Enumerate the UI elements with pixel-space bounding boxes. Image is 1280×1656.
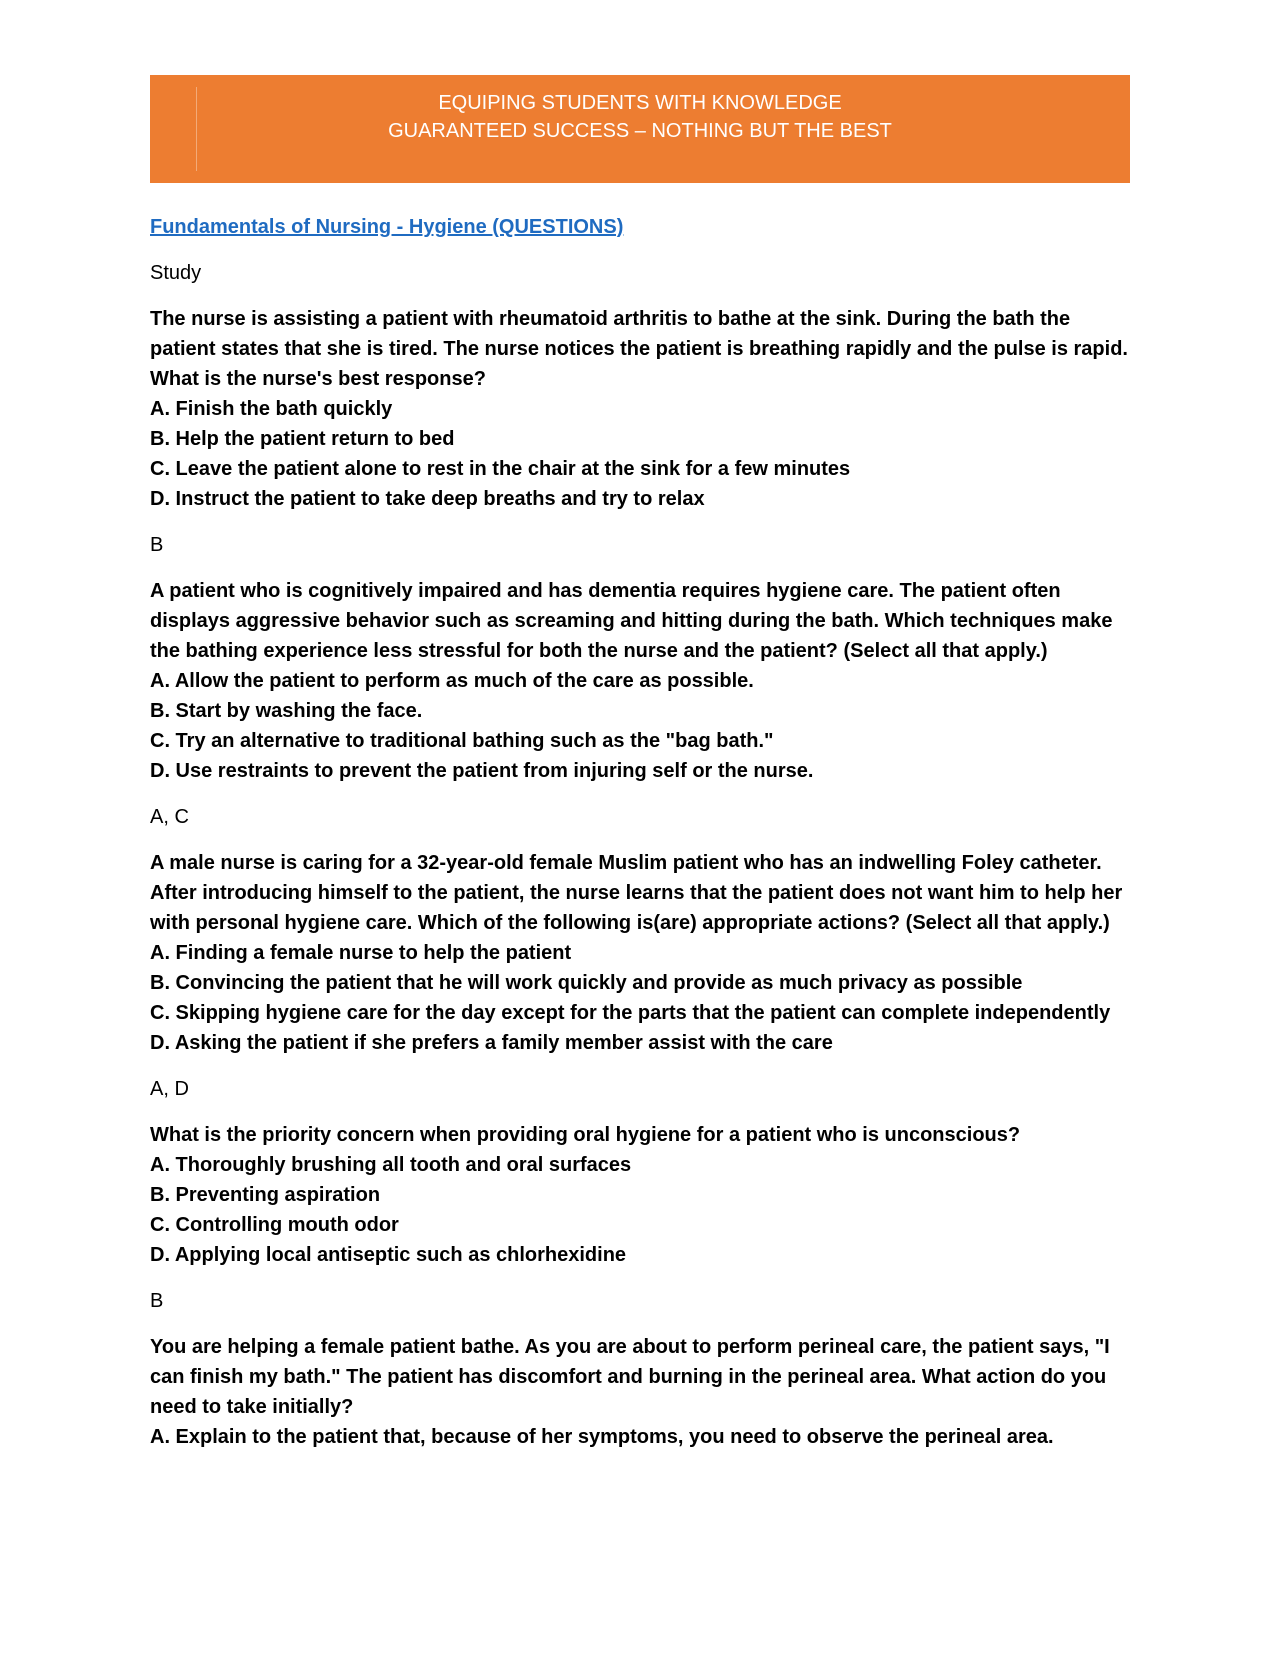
option-c: C. Controlling mouth odor	[150, 1214, 399, 1236]
option-b: B. Start by washing the face.	[150, 700, 423, 722]
option-d: D. Asking the patient if she prefers a family member assist with the care	[150, 1032, 833, 1054]
answer-text: A, C	[150, 806, 189, 828]
document-title-link[interactable]: Fundamentals of Nursing - Hygiene (QUESTIONS)	[150, 216, 624, 238]
answer-text: B	[150, 534, 164, 556]
option-a: A. Explain to the patient that, because of her symptoms, you need to observe the perineal area.	[150, 1426, 1054, 1448]
question-block	[150, 848, 1140, 1058]
question-text: The nurse is assisting a patient with rheumatoid arthritis to bathe at the sink. During the bath the patient states that she is tired. The nurse notices the patient is breathing rapidly and the pulse is rapid. What is the nurse's best response?	[150, 308, 1128, 390]
option-a: A. Finding a female nurse to help the patient	[150, 942, 572, 964]
banner-divider	[196, 87, 197, 171]
question-block	[150, 304, 1140, 514]
option-c: C. Skipping hygiene care for the day except for the parts that the patient can complete independently	[150, 1002, 1111, 1024]
option-b: B. Preventing aspiration	[150, 1184, 381, 1206]
option-d: D. Use restraints to prevent the patient from injuring self or the nurse.	[150, 760, 814, 782]
header-banner	[150, 75, 1130, 183]
banner-line-2: GUARANTEED SUCCESS – NOTHING BUT THE BEST	[388, 120, 892, 142]
option-a: A. Finish the bath quickly	[150, 398, 393, 420]
option-b: B. Help the patient return to bed	[150, 428, 455, 450]
question-text: A male nurse is caring for a 32-year-old female Muslim patient who has an indwelling Foley catheter. After introducing himself to the patient, the nurse learns that the patient does not want him to help her with personal hygiene care. Which of the following is(are) appropriate actions? (Select all that apply.)	[150, 852, 1123, 934]
question-text: A patient who is cognitively impaired and has dementia requires hygiene care. The patient often displays aggressive behavior such as screaming and hitting during the bath. Which techniques make the bathing experience less stressful for both the nurse and the patient? (Select all that apply.)	[150, 580, 1113, 662]
question-block	[150, 576, 1140, 786]
banner-line-1: EQUIPING STUDENTS WITH KNOWLEDGE	[438, 92, 842, 114]
study-label: Study	[150, 262, 202, 284]
option-a: A. Allow the patient to perform as much of the care as possible.	[150, 670, 754, 692]
answer-text: B	[150, 1290, 164, 1312]
option-b: B. Convincing the patient that he will work quickly and provide as much privacy as possible	[150, 972, 1023, 994]
document-body	[150, 212, 1140, 1468]
question-block	[150, 1332, 1140, 1452]
question-text: You are helping a female patient bathe. As you are about to perform perineal care, the patient says, "I can finish my bath." The patient has discomfort and burning in the perineal area. What action do you need to take initially?	[150, 1336, 1110, 1418]
option-a: A. Thoroughly brushing all tooth and oral surfaces	[150, 1154, 632, 1176]
question-text: What is the priority concern when providing oral hygiene for a patient who is unconscious?	[150, 1124, 1021, 1146]
option-c: C. Leave the patient alone to rest in the chair at the sink for a few minutes	[150, 458, 851, 480]
answer-text: A, D	[150, 1078, 189, 1100]
option-d: D. Applying local antiseptic such as chlorhexidine	[150, 1244, 627, 1266]
option-d: D. Instruct the patient to take deep breaths and try to relax	[150, 488, 705, 510]
question-block	[150, 1120, 1140, 1270]
option-c: C. Try an alternative to traditional bathing such as the "bag bath."	[150, 730, 774, 752]
